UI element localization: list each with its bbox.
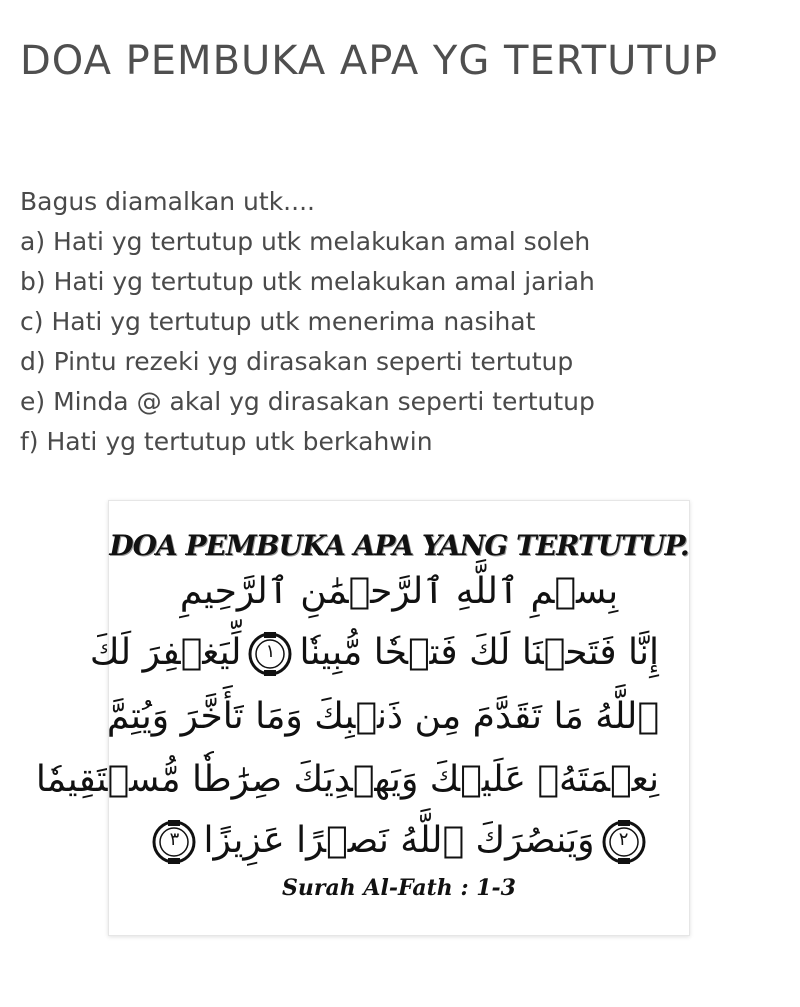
verse-3-text: وَيَنصُرَكَ ٱللَّهُ نَصۡرًا عَزِيزًا [203, 820, 595, 861]
page-title: DOA PEMBUKA APA YG TERTUTUP [20, 38, 719, 84]
list-item: f) Hati yg tertutup utk berkahwin [20, 427, 433, 456]
verse-2-start: لِّيَغۡفِرَ لَكَ [89, 632, 242, 673]
ayah-marker-3 [151, 819, 197, 865]
basmalah-line: بِسۡمِ ٱللَّهِ ٱلرَّحۡمَٰنِ ٱلرَّحِيمِ [179, 571, 619, 612]
verse-line-3: نِعۡمَتَهُۥ عَلَيۡكَ وَيَهۡدِيَكَ صِرَٰطٗا مُّسۡتَقِيمٗا [35, 759, 659, 800]
verse-line-2: ٱللَّهُ مَا تَقَدَّمَ مِن ذَنۢبِكَ وَمَا تَأَخَّرَ وَيُتِمَّ [106, 696, 659, 737]
card-title: DOA PEMBUKA APA YANG TERTUTUP. [109, 529, 689, 562]
list-item: b) Hati yg tertutup utk melakukan amal jariah [20, 267, 595, 296]
verse-1-text: إِنَّا فَتَحۡنَا لَكَ فَتۡحٗا مُّبِينٗا [299, 632, 659, 673]
verse-line-1 [89, 631, 659, 677]
list-item: d) Pintu rezeki yg dirasakan seperti tertutup [20, 347, 574, 376]
list-item: a) Hati yg tertutup utk melakukan amal soleh [20, 227, 591, 256]
list-item: c) Hati yg tertutup utk menerima nasihat [20, 307, 536, 336]
ayah-marker-2 [601, 819, 647, 865]
body-text [20, 182, 595, 462]
list-item: e) Minda @ akal yg dirasakan seperti tertutup [20, 387, 595, 416]
intro-line: Bagus diamalkan utk.... [20, 187, 315, 216]
ayah-number: ١ [265, 641, 276, 662]
ayah-number: ٣ [169, 829, 180, 850]
surah-reference: Surah Al-Fath : 1-3 [282, 875, 516, 901]
doa-image-card [35, 500, 690, 936]
ayah-number: ٢ [618, 829, 629, 850]
ayah-marker-1 [247, 631, 293, 677]
verse-line-4 [139, 819, 659, 865]
